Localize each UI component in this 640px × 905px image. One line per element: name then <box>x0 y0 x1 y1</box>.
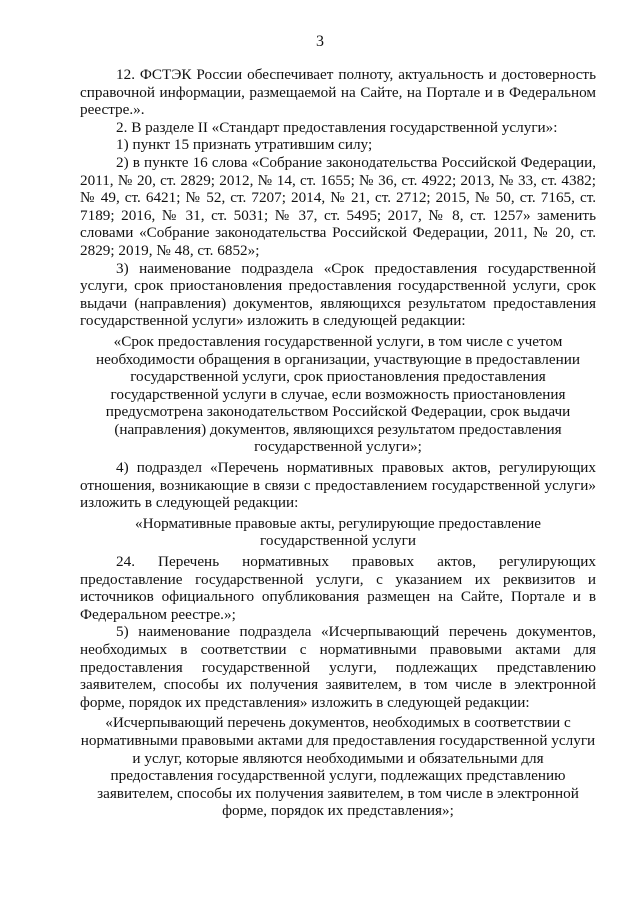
centered-heading-documents: «Исчерпывающий перечень документов, необходимых в соответствии с нормативными правовыми актами для предоставления государственной услуги и услуг, которые являются необходимыми и обязательными для предоставления государственной услуги, подлежащих представлению заявителем, способы их получения заявителем, в том числе в электронной форме, порядок их представления»; <box>80 714 596 820</box>
page-number: 3 <box>316 33 324 50</box>
centered-heading-term: «Срок предоставления государственной услуги, в том числе с учетом необходимости обращения в организации, участвующие в предоставлении государственной услуги, срок приостановления предоставления государственной услуги в случае, если возможность приостановления предусмотрена законодательством Российской Федерации, срок выдачи (направления) документов, являющихся результатом предоставления государственной услуги»; <box>96 332 580 456</box>
paragraph-item-1: 1) пункт 15 признать утратившим силу; <box>116 136 373 154</box>
paragraph-12-fstek: 12. ФСТЭК России обеспечивает полноту, актуальность и достоверность справочной информации, размещаемой на Сайте, на Портале и в Федеральном реестре.». <box>80 66 596 119</box>
paragraph-item-2: 2) в пункте 16 слова «Собрание законодательства Российской Федерации, 2011, № 20, ст. 2829; 2012, № 14, ст. 1655; № 36, ст. 4922; 2013, № 33, ст. 4382; № 49, ст. 6421; № 52, ст. 7207; 2014, № 21, ст. 2712; 2015, № 50, ст. 7165, ст. 7189; 2016, № 31, ст. 5031; № 37, ст. 5495; 2017, № 8, ст. 1257» заменить словами «Собрание законодательства Российской Федерации, 2011, № 20, ст. 2829; 2019, № 48, ст. 6852»; <box>80 153 596 259</box>
centered-heading-normative-acts: «Нормативные правовые акты, регулирующие предоставление государственной услуги <box>134 514 541 550</box>
paragraph-24: 24. Перечень нормативных правовых актов, регулирующих предоставление государственной услуги, с указанием их реквизитов и источников официального опубликования размещен на Сайте, Портале и в Федеральном реестре.»; <box>80 553 596 623</box>
paragraph-item-4: 4) подраздел «Перечень нормативных правовых актов, регулирующих отношения, возникающие в связи с предоставлением государственной услуги» изложить в следующей редакции: <box>80 459 596 512</box>
paragraph-item-3: 3) наименование подраздела «Срок предоставления государственной услуги, срок приостановления предоставления государственной услуги, срок выдачи (направления) документов, являющихся результатом предоставления государственной услуги» изложить в следующей редакции: <box>80 259 596 330</box>
document-body <box>80 66 596 820</box>
paragraph-section-2: 2. В разделе II «Стандарт предоставления государственной услуги»: <box>116 118 558 136</box>
paragraph-item-5: 5) наименование подраздела «Исчерпывающий перечень документов, необходимых в соответствии с нормативными правовыми актами для предоставления государственной услуги, подлежащих представлению заявителем, способы их получения заявителем, в том числе в электронной форме, порядок их представления» изложить в следующей редакции: <box>80 623 596 711</box>
